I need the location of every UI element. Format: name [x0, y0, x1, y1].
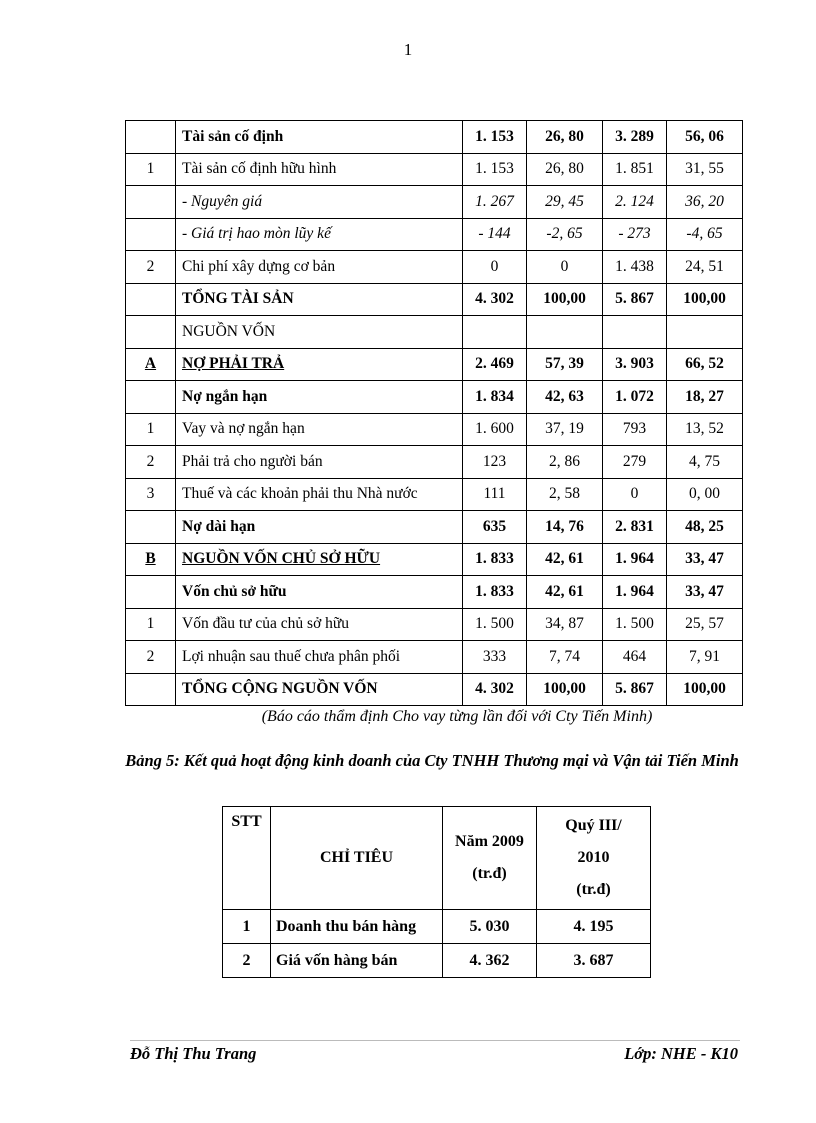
row-stt: 2	[126, 446, 176, 479]
row-value-2009: 635	[463, 511, 527, 544]
table-row	[126, 121, 743, 154]
row-item: - Giá trị hao mòn lũy kế	[176, 218, 463, 251]
table-row	[126, 576, 743, 609]
table-row	[126, 348, 743, 381]
row-percent-2009: 2, 58	[527, 478, 603, 511]
row-percent-2010: 100,00	[667, 283, 743, 316]
row-percent-2009: 57, 39	[527, 348, 603, 381]
header-year-2009-line2: (tr.đ)	[472, 865, 507, 882]
row-percent-2009: 37, 19	[527, 413, 603, 446]
header-year-2009	[443, 807, 537, 910]
row-item: Nợ ngắn hạn	[176, 381, 463, 414]
row-stt	[126, 381, 176, 414]
row-percent-2009: 7, 74	[527, 641, 603, 674]
footer-divider	[130, 1040, 740, 1041]
table-row	[126, 413, 743, 446]
row-stt-label: A	[144, 355, 157, 373]
row-percent-2010: 48, 25	[667, 511, 743, 544]
row-value-2010: 1. 438	[603, 251, 667, 284]
table-header-row	[223, 807, 651, 910]
header-q3-line1: Quý III/	[565, 817, 622, 834]
header-stt: STT	[223, 807, 271, 910]
balance-sheet-table	[125, 120, 743, 706]
row-value-2010: 1. 964	[603, 576, 667, 609]
table-row	[223, 910, 651, 944]
row-item: TỔNG TÀI SẢN	[176, 283, 463, 316]
row-percent-2010: 0, 00	[667, 478, 743, 511]
row-value-2010: 2. 831	[603, 511, 667, 544]
row-item: Phải trả cho người bán	[176, 446, 463, 479]
row-percent-2010: 4, 75	[667, 446, 743, 479]
row-percent-2010: 56, 06	[667, 121, 743, 154]
row-percent-2010: 18, 27	[667, 381, 743, 414]
row-stt	[126, 316, 176, 349]
row-percent-2009: 14, 76	[527, 511, 603, 544]
row-stt	[126, 673, 176, 706]
row-value-2009: 333	[463, 641, 527, 674]
header-q3-2010	[537, 807, 651, 910]
row-value-2010: 1. 851	[603, 153, 667, 186]
row-item: Tài sản cố định	[176, 121, 463, 154]
row-percent-2009: 100,00	[527, 673, 603, 706]
row-value-2010: 3. 903	[603, 348, 667, 381]
row-value-2010	[603, 316, 667, 349]
row-stt-label: B	[145, 550, 156, 568]
row-percent-2010: 7, 91	[667, 641, 743, 674]
source-note: (Báo cáo thẩm định Cho vay từng lần đối với Cty Tiến Minh)	[261, 708, 653, 725]
row-percent-2009	[527, 316, 603, 349]
row-item-label: NỢ PHẢI TRẢ	[182, 355, 285, 373]
table-row	[223, 944, 651, 978]
row-percent-2010: 25, 57	[667, 608, 743, 641]
row-percent-2009: 42, 63	[527, 381, 603, 414]
row-value-2009: 1. 267	[463, 186, 527, 219]
row-value-2010: 2. 124	[603, 186, 667, 219]
row-value-2009: 0	[463, 251, 527, 284]
row-value-2009: 1. 153	[463, 121, 527, 154]
row-item: Tài sản cố định hữu hình	[176, 153, 463, 186]
row-value-2009: 1. 500	[463, 608, 527, 641]
header-year-2009-line1: Năm 2009	[455, 833, 524, 850]
footer-class: Lớp: NHE - K10	[624, 1044, 738, 1063]
table-row	[126, 543, 743, 576]
row-value-2009: 1. 600	[463, 413, 527, 446]
row-value-2010: 279	[603, 446, 667, 479]
row-value-2010: 5. 867	[603, 673, 667, 706]
table-row	[126, 316, 743, 349]
row-value-2010: 793	[603, 413, 667, 446]
table-row	[126, 186, 743, 219]
row-value-2009: 1. 153	[463, 153, 527, 186]
row-value-2009: 123	[463, 446, 527, 479]
row-item	[176, 543, 463, 576]
table-caption: Bảng 5: Kết quả hoạt động kinh doanh của Cty TNHH Thương mại và Vận tải Tiến Minh	[125, 751, 739, 770]
row-value-2009: 1. 833	[463, 543, 527, 576]
row-value-2009	[463, 316, 527, 349]
row-item: Giá vốn hàng bán	[271, 944, 443, 978]
row-value-2010: 464	[603, 641, 667, 674]
table-row	[126, 608, 743, 641]
row-item: TỔNG CỘNG NGUỒN VỐN	[176, 673, 463, 706]
row-stt	[126, 121, 176, 154]
row-value-2010: 1. 072	[603, 381, 667, 414]
row-percent-2010: 13, 52	[667, 413, 743, 446]
row-percent-2010: 66, 52	[667, 348, 743, 381]
table-row	[126, 283, 743, 316]
row-percent-2009: 42, 61	[527, 543, 603, 576]
row-percent-2010	[667, 316, 743, 349]
row-value-2009: 4. 302	[463, 283, 527, 316]
row-percent-2010: 36, 20	[667, 186, 743, 219]
row-percent-2009: 100,00	[527, 283, 603, 316]
row-percent-2010: -4, 65	[667, 218, 743, 251]
row-item: Nợ dài hạn	[176, 511, 463, 544]
row-value-2010: 1. 964	[603, 543, 667, 576]
table-row	[126, 511, 743, 544]
row-percent-2009: 26, 80	[527, 153, 603, 186]
table-row	[126, 673, 743, 706]
footer-author: Đỗ Thị Thu Trang	[130, 1044, 257, 1063]
row-q3: 3. 687	[537, 944, 651, 978]
row-y2009: 5. 030	[443, 910, 537, 944]
business-results-table	[222, 806, 651, 978]
row-value-2009: 111	[463, 478, 527, 511]
table-row	[126, 381, 743, 414]
row-percent-2009: 26, 80	[527, 121, 603, 154]
row-item: Thuế và các khoản phải thu Nhà nước	[176, 478, 463, 511]
row-item: - Nguyên giá	[176, 186, 463, 219]
row-item-label: NGUỒN VỐN CHỦ SỞ HỮU	[182, 550, 381, 568]
row-value-2009: 1. 833	[463, 576, 527, 609]
row-stt	[126, 511, 176, 544]
row-item: Chi phí xây dựng cơ bản	[176, 251, 463, 284]
row-value-2010: 3. 289	[603, 121, 667, 154]
row-stt	[126, 576, 176, 609]
row-item: Vốn đầu tư của chủ sở hữu	[176, 608, 463, 641]
row-stt	[126, 218, 176, 251]
header-q3-line2: 2010	[577, 849, 610, 866]
row-stt: 3	[126, 478, 176, 511]
row-item: Lợi nhuận sau thuế chưa phân phối	[176, 641, 463, 674]
row-value-2010: 1. 500	[603, 608, 667, 641]
table-row	[126, 251, 743, 284]
row-percent-2010: 24, 51	[667, 251, 743, 284]
row-q3: 4. 195	[537, 910, 651, 944]
row-stt	[126, 543, 176, 576]
row-percent-2010: 33, 47	[667, 576, 743, 609]
row-percent-2009: -2, 65	[527, 218, 603, 251]
row-y2009: 4. 362	[443, 944, 537, 978]
row-value-2009: 1. 834	[463, 381, 527, 414]
row-stt	[126, 186, 176, 219]
row-percent-2010: 31, 55	[667, 153, 743, 186]
row-value-2010: - 273	[603, 218, 667, 251]
row-percent-2010: 33, 47	[667, 543, 743, 576]
header-q3-line3: (tr.đ)	[576, 881, 611, 898]
row-stt: 1	[126, 608, 176, 641]
row-stt: 1	[223, 910, 271, 944]
table-row	[126, 218, 743, 251]
row-percent-2009: 42, 61	[527, 576, 603, 609]
row-item: Vay và nợ ngắn hạn	[176, 413, 463, 446]
row-stt	[126, 348, 176, 381]
header-item: CHỈ TIÊU	[271, 807, 443, 910]
row-stt: 2	[126, 641, 176, 674]
row-percent-2009: 29, 45	[527, 186, 603, 219]
row-stt: 1	[126, 413, 176, 446]
row-stt: 1	[126, 153, 176, 186]
row-stt: 2	[223, 944, 271, 978]
row-item	[176, 348, 463, 381]
row-percent-2009: 0	[527, 251, 603, 284]
row-value-2009: 4. 302	[463, 673, 527, 706]
row-value-2009: 2. 469	[463, 348, 527, 381]
row-percent-2009: 2, 86	[527, 446, 603, 479]
table-row	[126, 478, 743, 511]
row-item: Doanh thu bán hàng	[271, 910, 443, 944]
row-item: Vốn chủ sở hữu	[176, 576, 463, 609]
row-stt: 2	[126, 251, 176, 284]
row-value-2009: - 144	[463, 218, 527, 251]
row-percent-2010: 100,00	[667, 673, 743, 706]
table-row	[126, 641, 743, 674]
row-stt	[126, 283, 176, 316]
row-item: NGUỒN VỐN	[176, 316, 463, 349]
row-value-2010: 5. 867	[603, 283, 667, 316]
row-value-2010: 0	[603, 478, 667, 511]
table-row	[126, 446, 743, 479]
page-number: 1	[403, 40, 413, 59]
row-percent-2009: 34, 87	[527, 608, 603, 641]
table-row	[126, 153, 743, 186]
